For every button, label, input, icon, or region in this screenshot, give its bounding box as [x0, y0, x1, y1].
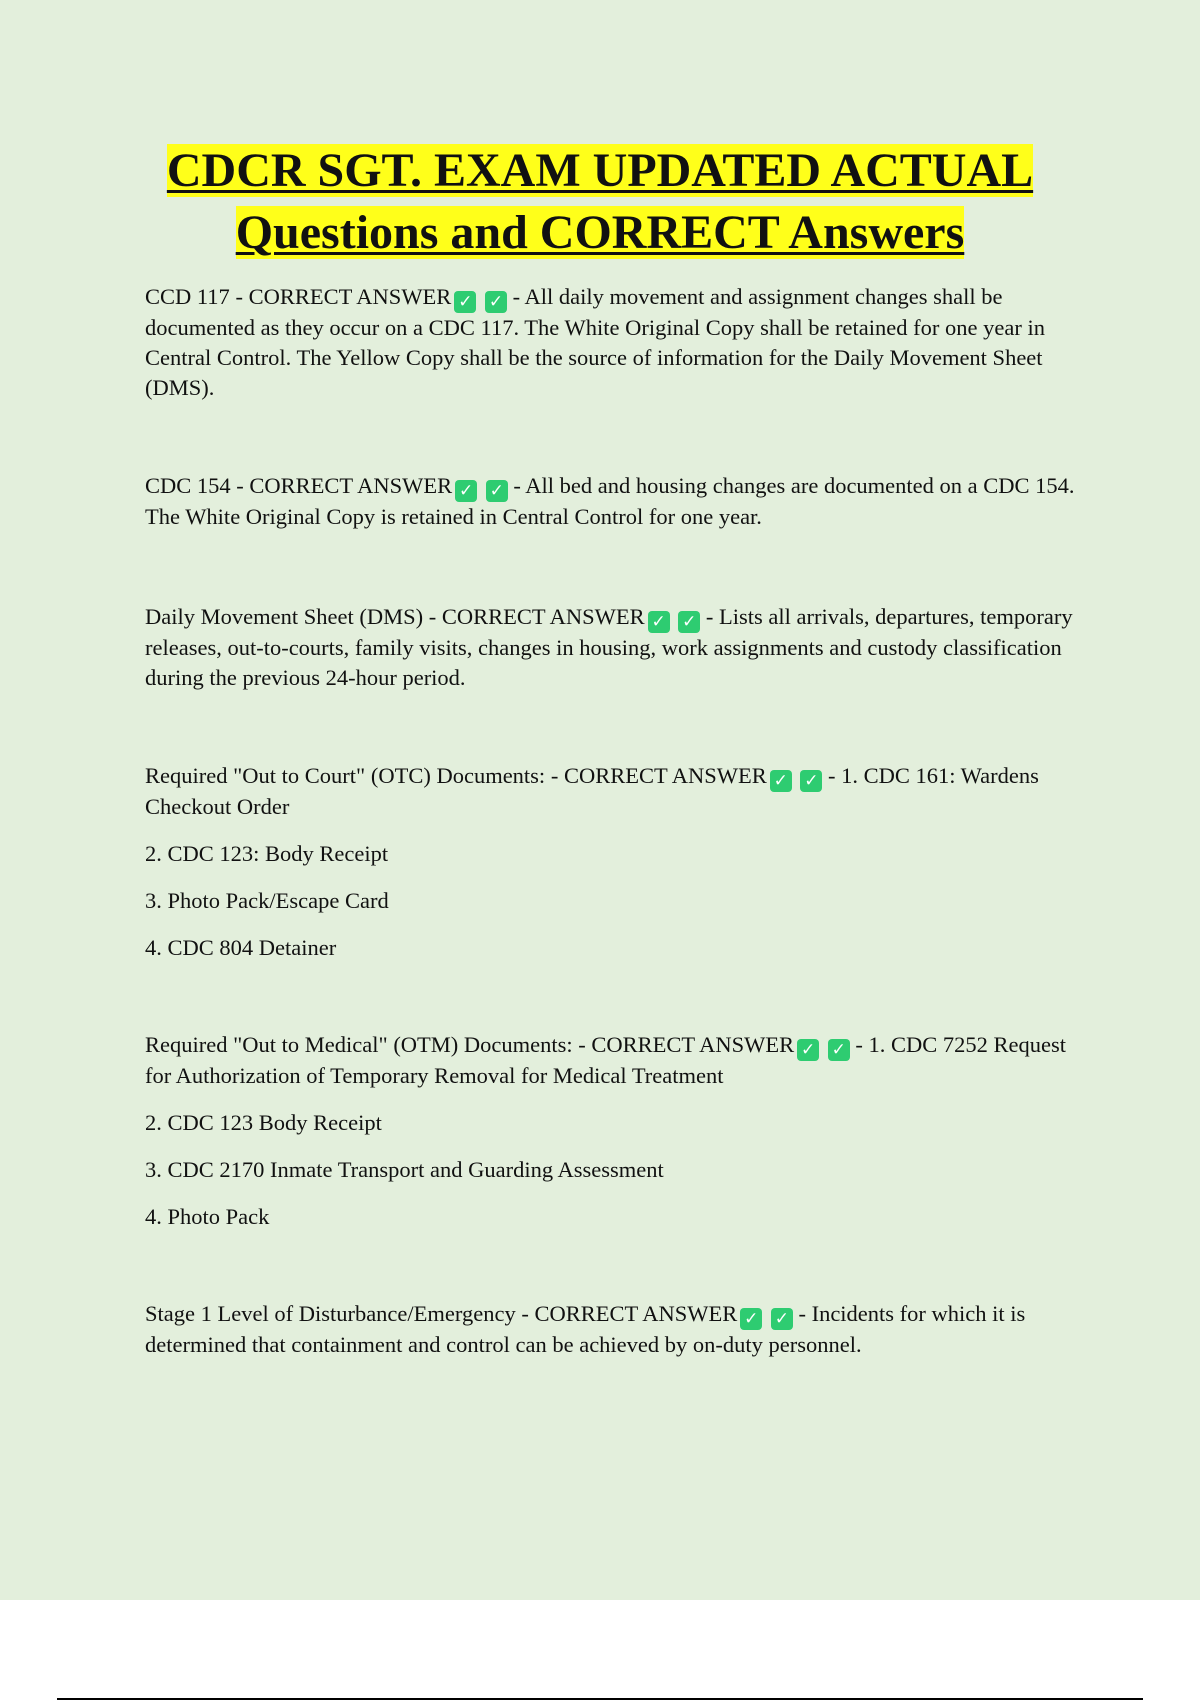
answer-marker: CORRECT ANSWER — [248, 284, 452, 309]
check-mark-icon: ✓ — [485, 291, 507, 313]
qa-term: Stage 1 Level of Disturbance/Emergency — [145, 1301, 516, 1326]
answer-marker: CORRECT ANSWER — [591, 1032, 795, 1057]
qa-paragraph: Required "Out to Medical" (OTM) Documents: - CORRECT ANSWER ✓ ✓ - 1. CDC 7252 Request for Authorization of Temporary Removal for Medical Treatment — [145, 1032, 1067, 1088]
qa-answer: 1. CDC 161: Wardens Checkout Order — [145, 763, 1039, 819]
qa-answer: All daily movement and assignment changes shall be documented as they occur on a CDC 117. The White Original Copy shall be retained for one year in Central Control. The Yellow Copy shall be the source of information for the Daily Movement Sheet (DMS). — [145, 284, 1045, 400]
qa-paragraph: Daily Movement Sheet (DMS) - CORRECT ANSWER ✓ ✓ - Lists all arrivals, departures, temporary releases, out-to-courts, family visits, changes in housing, work assignments and custody classification during the previous 24-hour period. — [145, 604, 1073, 690]
list-item: 2. CDC 123 Body Receipt — [145, 1110, 382, 1135]
qa-paragraph: CCD 117 - CORRECT ANSWER ✓ ✓ - All daily movement and assignment changes shall be documented as they occur on a CDC 117. The White Original Copy shall be retained for one year in Central Control. The Yellow Copy shall be the source of information for the Daily Movement Sheet (DMS). — [145, 284, 1045, 400]
qa-answer: Incidents for which it is determined that containment and control can be achieved by on-duty personnel. — [145, 1301, 1026, 1357]
qa-term: Daily Movement Sheet (DMS) — [145, 604, 424, 629]
qa-entry — [145, 761, 1075, 963]
check-mark-icon: ✓ — [770, 770, 792, 792]
qa-entry — [145, 1030, 1075, 1232]
check-mark-icon: ✓ — [678, 611, 700, 633]
qa-term: CCD 117 — [145, 284, 230, 309]
qa-term: Required "Out to Medical" (OTM) Documents: — [145, 1032, 573, 1057]
qa-answer: All bed and housing changes are documented on a CDC 154. The White Original Copy is retained in Central Control for one year. — [145, 473, 1075, 529]
answer-marker: CORRECT ANSWER — [249, 473, 453, 498]
check-mark-icon: ✓ — [648, 611, 670, 633]
qa-term: Required "Out to Court" (OTC) Documents: — [145, 763, 546, 788]
check-mark-icon: ✓ — [454, 291, 476, 313]
qa-answer: Lists all arrivals, departures, temporary releases, out-to-courts, family visits, changes in housing, work assignments and custody classification during the previous 24-hour period. — [145, 604, 1073, 690]
qa-entry — [145, 1299, 1075, 1360]
qa-paragraph: Required "Out to Court" (OTC) Documents: - CORRECT ANSWER ✓ ✓ - 1. CDC 161: Wardens Checkout Order — [145, 763, 1039, 819]
check-mark-icon: ✓ — [486, 480, 508, 502]
qa-entry — [145, 282, 1075, 403]
check-mark-icon: ✓ — [455, 480, 477, 502]
qa-answer: 1. CDC 7252 Request for Authorization of Temporary Removal for Medical Treatment — [145, 1032, 1067, 1088]
qa-paragraph: CDC 154 - CORRECT ANSWER ✓ ✓ - All bed and housing changes are documented on a CDC 154. The White Original Copy is retained in Central Control for one year. — [145, 473, 1075, 529]
check-mark-icon: ✓ — [828, 1039, 850, 1061]
list-item: 3. CDC 2170 Inmate Transport and Guarding Assessment — [145, 1157, 664, 1182]
list-item: 3. Photo Pack/Escape Card — [145, 888, 389, 913]
answer-marker: CORRECT ANSWER — [563, 763, 767, 788]
list-item: 4. CDC 804 Detainer — [145, 935, 337, 960]
title-line-2: Questions and CORRECT Answers — [235, 206, 965, 259]
list-item: 4. Photo Pack — [145, 1204, 270, 1229]
check-mark-icon: ✓ — [740, 1308, 762, 1330]
qa-term: CDC 154 — [145, 473, 231, 498]
qa-list — [145, 282, 1075, 1360]
answer-marker: CORRECT ANSWER — [441, 604, 645, 629]
list-item: 2. CDC 123: Body Receipt — [145, 841, 389, 866]
answer-marker: CORRECT ANSWER — [534, 1301, 738, 1326]
qa-paragraph: Stage 1 Level of Disturbance/Emergency - CORRECT ANSWER ✓ ✓ - Incidents for which it is determined that containment and control can be achieved by on-duty personnel. — [145, 1301, 1026, 1357]
title-line-1: CDCR SGT. EXAM UPDATED ACTUAL — [166, 144, 1034, 197]
check-mark-icon: ✓ — [800, 770, 822, 792]
check-mark-icon: ✓ — [797, 1039, 819, 1061]
document-title — [100, 140, 1100, 264]
qa-entry — [145, 602, 1075, 693]
check-mark-icon: ✓ — [771, 1308, 793, 1330]
qa-entry — [145, 471, 1075, 532]
